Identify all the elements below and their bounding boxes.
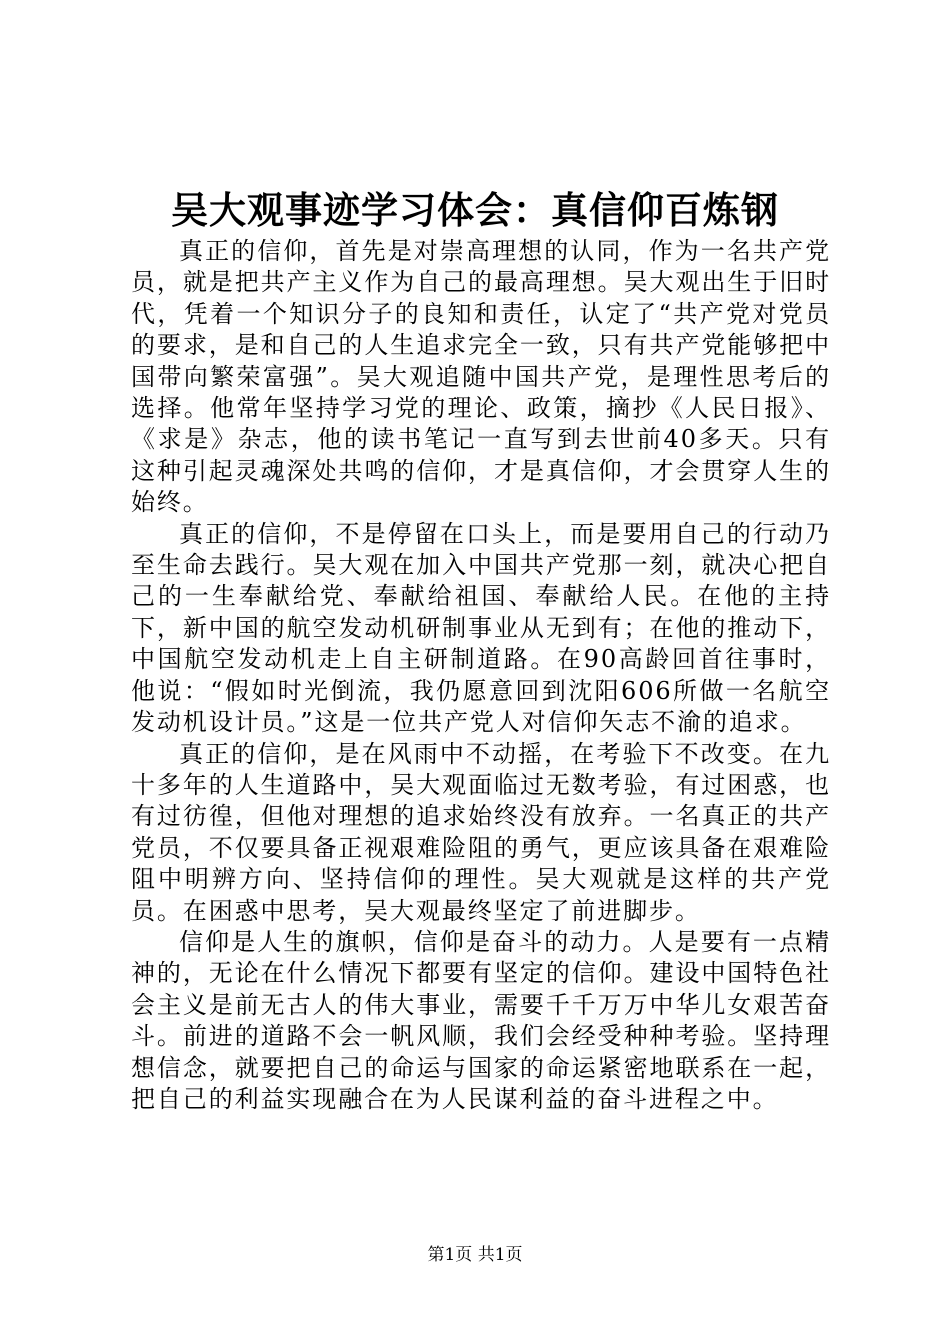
document-title: 吴大观事迹学习体会：真信仰百炼钢	[171, 188, 779, 232]
paragraph-2: 真正的信仰，不是停留在口头上，而是要用自己的行动乃至生命去践行。吴大观在加入中国共产党那一刻，就决心把自己的一生奉献给党、奉献给祖国、奉献给人民。在他的主持下，新中国的航空发动机研制事业从无到有；在他的推动下，中国航空发动机走上自主研制道路。在90高龄回首往事时，他说：“假如时光倒流，我仍愿意回到沈阳606所做一名航空发动机设计员。”这是一位共产党人对信仰矢志不渝的追求。	[131, 519, 831, 737]
document-body	[131, 236, 831, 1115]
paragraph-3: 真正的信仰，是在风雨中不动摇，在考验下不改变。在九十多年的人生道路中，吴大观面临过无数考验，有过困惑，也有过彷徨，但他对理想的追求始终没有放弃。一名真正的共产党员，不仅要具备正视艰难险阻的勇气，更应该具备在艰难险阻中明辨方向、坚持信仰的理性。吴大观就是这样的共产党员。在困惑中思考，吴大观最终坚定了前进脚步。	[131, 739, 831, 925]
page-number-footer: 第1页 共1页	[427, 1245, 523, 1265]
paragraph-1: 真正的信仰，首先是对崇高理想的认同，作为一名共产党员，就是把共产主义作为自己的最高理想。吴大观出生于旧时代，凭着一个知识分子的良知和责任，认定了“共产党对党员的要求，是和自己的人生追求完全一致，只有共产党能够把中国带向繁荣富强”。吴大观追随中国共产党，是理性思考后的选择。他常年坚持学习党的理论、政策，摘抄《人民日报》、《求是》杂志，他的读书笔记一直写到去世前40多天。只有这种引起灵魂深处共鸣的信仰，才是真信仰，才会贯穿人生的始终。	[131, 237, 831, 517]
paragraph-4: 信仰是人生的旗帜，信仰是奋斗的动力。人是要有一点精神的，无论在什么情况下都要有坚定的信仰。建设中国特色社会主义是前无古人的伟大事业，需要千千万万中华儿女艰苦奋斗。前进的道路不会一帆风顺，我们会经受种种考验。坚持理想信念，就要把自己的命运与国家的命运紧密地联系在一起，把自己的利益实现融合在为人民谋利益的奋斗进程之中。	[131, 927, 831, 1113]
